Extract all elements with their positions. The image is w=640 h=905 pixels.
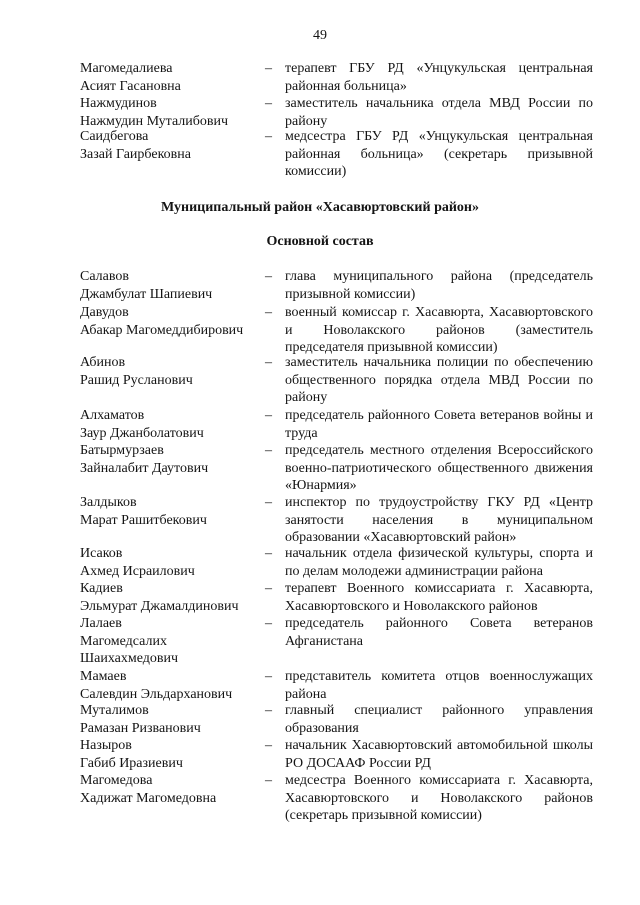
member-name	[80, 545, 260, 580]
member-role: председатель районного Совета ветеранов Афганистана	[285, 616, 593, 649]
entry-dash: –	[265, 773, 272, 788]
member-name	[80, 442, 260, 477]
member-name-line: Зазай Гаирбековна	[80, 146, 191, 162]
member-role: терапевт ГБУ РД «Унцукульская центральная районная больница»	[285, 61, 593, 94]
member-name-line: Габиб Иразиевич	[80, 755, 183, 771]
member-role: начальник Хасавюртовский автомобильной школы РО ДОСААФ России РД	[285, 738, 593, 771]
member-name-line: Рашид Русланович	[80, 372, 193, 388]
member-role: медсестра ГБУ РД «Унцукульская центральная районная больница» (секретарь призывной комиссии)	[285, 129, 593, 179]
member-name	[80, 494, 260, 529]
entry-dash: –	[265, 703, 272, 718]
member-role: глава муниципального района (председатель призывной комиссии)	[285, 269, 593, 302]
member-name	[80, 268, 260, 303]
member-name-line: Абинов	[80, 355, 126, 370]
member-name	[80, 772, 260, 807]
entry-dash: –	[265, 61, 272, 76]
member-name-line: Зайналабит Даутович	[80, 460, 209, 476]
entry-dash: –	[265, 269, 272, 284]
member-name-line: Назыров	[80, 738, 132, 753]
member-name-line: Мамаев	[80, 669, 127, 684]
member-name	[80, 60, 260, 95]
member-name-line: Ахмед Исраилович	[80, 563, 195, 579]
member-name	[80, 304, 260, 339]
entry-dash: –	[265, 669, 272, 684]
member-name-line: Хадижат Магомедовна	[80, 790, 217, 806]
member-name-line: Магомедова	[80, 773, 153, 788]
member-name	[80, 354, 260, 389]
entry-dash: –	[265, 96, 272, 111]
member-name-line: Муталимов	[80, 703, 149, 718]
member-name-line: Давудов	[80, 305, 129, 320]
member-name-line: Лалаев	[80, 616, 122, 631]
entry-dash: –	[265, 546, 272, 561]
member-name-line: Рамазан Ризванович	[80, 720, 201, 736]
member-name-line: Марат Рашитбекович	[80, 512, 207, 528]
entry-dash: –	[265, 495, 272, 510]
member-role: председатель районного Совета ветеранов войны и труда	[285, 408, 593, 441]
district-heading: Муниципальный район «Хасавюртовский район»	[161, 200, 479, 215]
member-name	[80, 702, 260, 737]
member-name-line: Салевдин Эльдарханович	[80, 686, 233, 702]
member-name	[80, 128, 260, 163]
member-name	[80, 668, 260, 703]
entry-dash: –	[265, 305, 272, 320]
member-role: инспектор по трудоустройству ГКУ РД «Центр занятости населения в муниципальном образовании «Хасавюртовский район»	[285, 495, 593, 545]
entry-dash: –	[265, 443, 272, 458]
member-role: медсестра Военного комиссариата г. Хасавюрта, Хасавюртовского и Новолакского районов (секретарь призывной комиссии)	[285, 773, 593, 823]
composition-heading: Основной состав	[266, 234, 374, 249]
member-name	[80, 615, 260, 668]
member-name-line: Нажмудин Муталибович	[80, 113, 229, 129]
member-name-line: Алхаматов	[80, 408, 145, 423]
member-name-line: Магомедсалих	[80, 633, 168, 649]
entry-dash: –	[265, 738, 272, 753]
entry-dash: –	[265, 129, 272, 144]
member-role: терапевт Военного комиссариата г. Хасавюрта, Хасавюртовского и Новолакского районов	[285, 581, 593, 614]
member-name-line: Шаихахмедович	[80, 651, 179, 666]
page-number: 49	[313, 28, 327, 43]
member-name-line: Салавов	[80, 269, 129, 284]
member-name-line: Батырмурзаев	[80, 443, 164, 458]
member-role: представитель комитета отцов военнослужащих района	[285, 669, 593, 702]
member-name	[80, 95, 260, 130]
member-role: военный комиссар г. Хасавюрта, Хасавюртовского и Новолакского районов (заместитель председателя призывной комиссии)	[285, 305, 593, 355]
member-name	[80, 407, 260, 442]
entry-dash: –	[265, 355, 272, 370]
member-name-line: Джамбулат Шапиевич	[80, 286, 213, 302]
member-role: начальник отдела физической культуры, спорта и по делам молодежи администрации района	[285, 546, 593, 579]
member-role: председатель местного отделения Всероссийского военно-патриотического общественного движения «Юнармия»	[285, 443, 593, 493]
member-name-line: Нажмудинов	[80, 96, 157, 111]
member-name	[80, 737, 260, 772]
member-name-line: Саидбегова	[80, 129, 149, 144]
member-role: главный специалист районного управления образования	[285, 703, 593, 736]
member-name-line: Заур Джанболатович	[80, 425, 204, 441]
member-name-line: Магомедалиева	[80, 61, 173, 76]
member-role: заместитель начальника полиции по обеспечению общественного порядка отдела МВД России по району	[285, 355, 593, 405]
member-name-line: Исаков	[80, 546, 123, 561]
member-name-line: Залдыков	[80, 495, 137, 510]
member-name-line: Кадиев	[80, 581, 123, 596]
entry-dash: –	[265, 616, 272, 631]
member-name-line: Асият Гасановна	[80, 78, 181, 94]
member-name	[80, 580, 260, 615]
member-name-line: Абакар Магомеддибирович	[80, 322, 244, 338]
member-role: заместитель начальника отдела МВД России по району	[285, 96, 593, 129]
entry-dash: –	[265, 581, 272, 596]
entry-dash: –	[265, 408, 272, 423]
member-name-line: Эльмурат Джамалдинович	[80, 598, 239, 614]
